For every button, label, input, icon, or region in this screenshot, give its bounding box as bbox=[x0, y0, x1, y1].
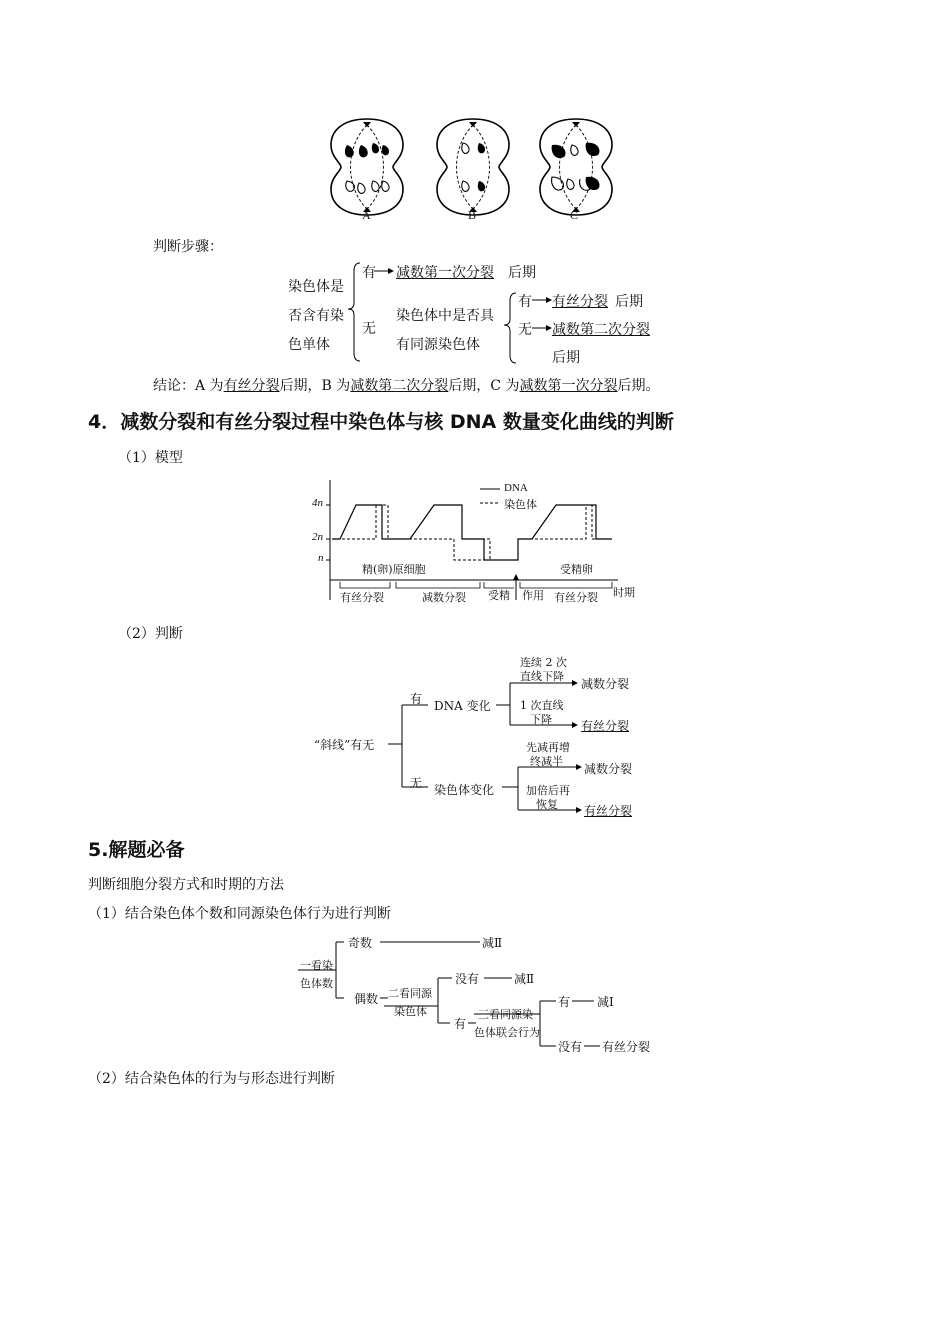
stage-meiosis: 减数分裂 bbox=[422, 591, 466, 604]
tree4-no: 无 bbox=[410, 776, 423, 790]
tree4-mitosis-1: 有丝分裂 bbox=[581, 719, 630, 733]
tree5-homo-a: 二看同源 bbox=[388, 987, 432, 1000]
tree4-chrom: 染色体变化 bbox=[434, 783, 495, 797]
tree5-m2-a: 减Ⅱ bbox=[482, 936, 503, 950]
cell-b bbox=[437, 119, 509, 215]
conclusion: 结论：A 为有丝分裂后期，B 为减数第二次分裂后期，C 为减数第一次分裂后期。 bbox=[153, 378, 660, 394]
tree4-dna: DNA 变化 bbox=[434, 699, 491, 713]
tree4-c2a: 加倍后再 bbox=[526, 784, 570, 797]
result-meiosis2: 减数第二次分裂 bbox=[552, 322, 650, 338]
tree4-c1a: 先减再增 bbox=[526, 741, 570, 754]
stage-fertilization: 受精 bbox=[488, 589, 510, 602]
cell-label-zygote: 受精卵 bbox=[560, 563, 593, 576]
tree4-d1b: 直线下降 bbox=[520, 670, 564, 683]
tree4-meiosis-2: 减数分裂 bbox=[584, 762, 633, 776]
tree5-root-a: 一看染 bbox=[300, 959, 333, 972]
q1-line1: 染色体是 bbox=[288, 279, 344, 295]
tree5-none: 没有 bbox=[455, 972, 480, 986]
q2-line1: 染色体中是否具 bbox=[396, 308, 494, 324]
result-meiosis1-phase: 后期 bbox=[508, 265, 536, 281]
tree5-syn-a: 三看同源染 bbox=[478, 1008, 533, 1021]
q1-line3: 色单体 bbox=[288, 337, 330, 353]
tree5-root-b: 色体数 bbox=[300, 977, 333, 990]
cell-label-b: B bbox=[468, 208, 477, 222]
tree5-homo-b: 染色体 bbox=[394, 1005, 427, 1018]
tree4-d2b: 下降 bbox=[530, 713, 552, 726]
tree4-meiosis-1: 减数分裂 bbox=[581, 677, 630, 691]
tree5-have: 有 bbox=[454, 1017, 467, 1031]
tree5-syn-b: 色体联会行为 bbox=[474, 1026, 540, 1039]
tree4-d2a: 1 次直线 bbox=[520, 699, 564, 712]
step-no-1: 无 bbox=[362, 321, 376, 337]
section-4-title: 4．减数分裂和有丝分裂过程中染色体与核 DNA 数量变化曲线的判断 bbox=[88, 411, 674, 433]
tree5-mitosis: 有丝分裂 bbox=[602, 1040, 651, 1054]
cell-c bbox=[540, 119, 612, 215]
model-label: （1）模型 bbox=[118, 450, 183, 466]
dna-chromosome-chart bbox=[0, 476, 950, 616]
cell-label-c: C bbox=[570, 208, 579, 222]
cell-a bbox=[331, 119, 403, 215]
result-mitosis-phase: 后期 bbox=[615, 294, 643, 310]
section-5-item2: （2）结合染色体的行为与形态进行判断 bbox=[88, 1071, 335, 1087]
y-tick-4n: 4n bbox=[312, 497, 323, 509]
tree5-even: 偶数 bbox=[354, 992, 379, 1006]
judge-label: （2）判断 bbox=[118, 626, 183, 642]
result-mitosis: 有丝分裂 bbox=[552, 294, 608, 310]
tree4-d1a: 连续 2 次 bbox=[520, 656, 567, 669]
legend-chromosome: 染色体 bbox=[504, 498, 537, 511]
tree5-m2-b: 减Ⅱ bbox=[514, 972, 535, 986]
tree5-none-2: 没有 bbox=[558, 1040, 583, 1054]
cell-label-germ: 精(卵)原细胞 bbox=[362, 563, 426, 576]
tree4-c2b: 恢复 bbox=[536, 798, 558, 811]
result-meiosis2-phase: 后期 bbox=[552, 350, 580, 366]
stage-action: 作用 bbox=[522, 589, 544, 602]
tree5-odd: 奇数 bbox=[348, 936, 373, 950]
y-tick-n: n bbox=[318, 552, 324, 564]
q1-line2: 否含有染 bbox=[288, 308, 344, 324]
steps-title: 判断步骤： bbox=[153, 239, 223, 255]
section-5-title: 5.解题必备 bbox=[88, 839, 185, 861]
cell-label-a: A bbox=[362, 208, 371, 222]
result-meiosis1: 减数第一次分裂 bbox=[396, 265, 494, 281]
step-yes-1: 有 bbox=[362, 265, 376, 281]
section-5-item1: （1）结合染色体个数和同源染色体行为进行判断 bbox=[88, 906, 391, 922]
tree4-root: “斜线”有无 bbox=[314, 738, 375, 752]
stage-mitosis-1: 有丝分裂 bbox=[340, 591, 384, 604]
legend-dna: DNA bbox=[504, 482, 528, 494]
q2-line2: 有同源染色体 bbox=[396, 337, 480, 353]
x-axis-label: 时期 bbox=[613, 586, 635, 599]
y-tick-2n: 2n bbox=[312, 531, 323, 543]
tree4-mitosis-2: 有丝分裂 bbox=[584, 804, 633, 818]
tree4-yes: 有 bbox=[410, 692, 423, 706]
tree5-have-2: 有 bbox=[558, 995, 571, 1009]
tree5-m1: 减Ⅰ bbox=[597, 995, 614, 1009]
step-yes-2: 有 bbox=[518, 294, 532, 310]
section-5-intro: 判断细胞分裂方式和时期的方法 bbox=[88, 877, 284, 893]
stage-mitosis-2: 有丝分裂 bbox=[554, 591, 598, 604]
step-no-2: 无 bbox=[518, 322, 532, 338]
tree4-c1b: 终减半 bbox=[530, 755, 563, 768]
